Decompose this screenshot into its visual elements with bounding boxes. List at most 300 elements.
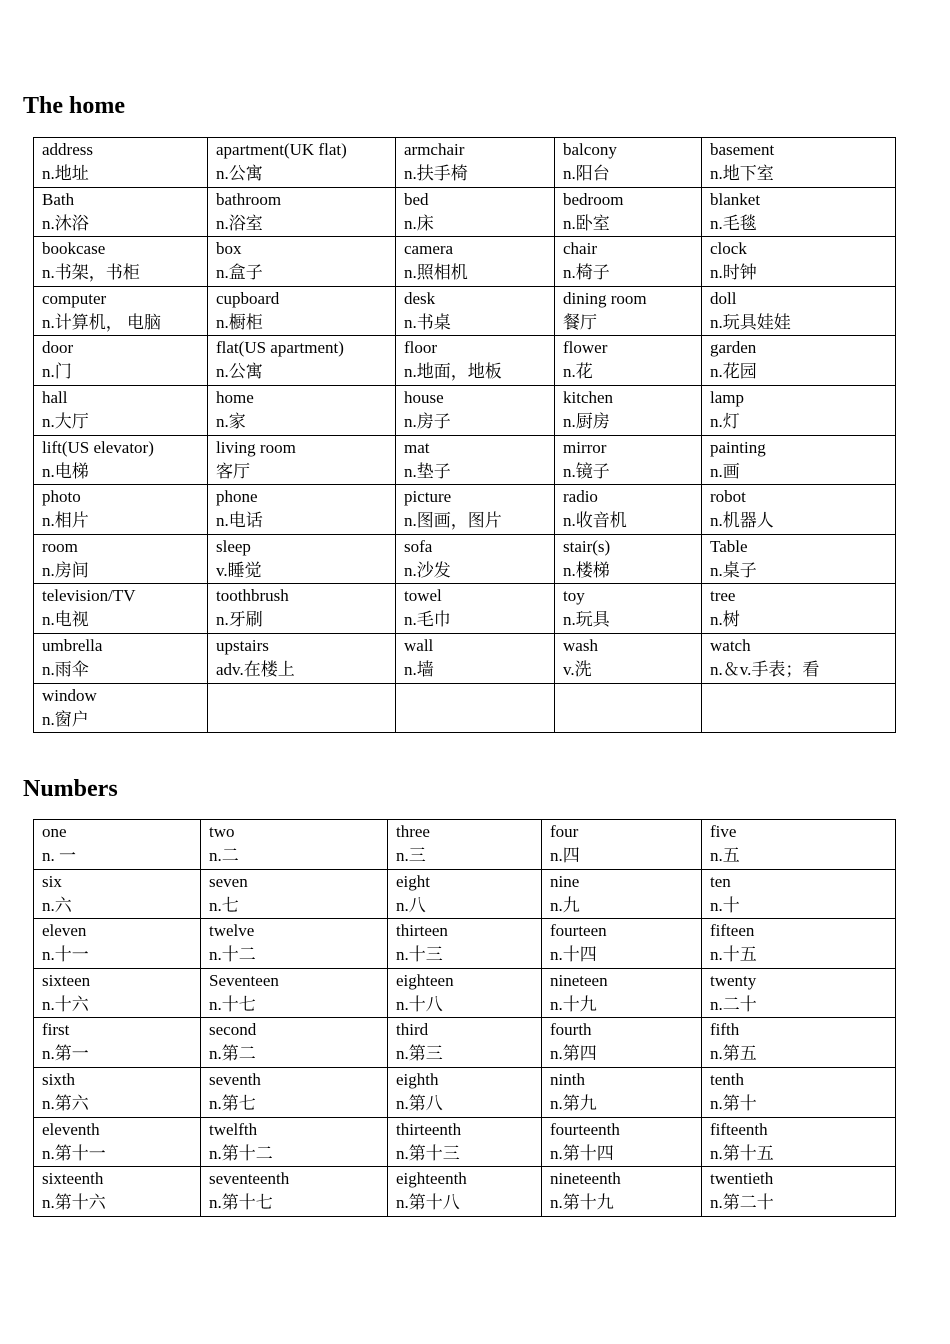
vocab-cell bbox=[702, 584, 896, 634]
vocab-meaning: n.三 bbox=[396, 846, 426, 865]
vocab-word: first bbox=[42, 1020, 70, 1040]
vocab-cell bbox=[396, 633, 555, 683]
vocab-meaning: n.第二 bbox=[209, 1044, 256, 1064]
vocab-meaning: n.电视 bbox=[42, 610, 89, 630]
vocab-meaning: n.灯 bbox=[710, 411, 740, 431]
vocab-word: seventeenth bbox=[209, 1169, 290, 1189]
vocab-meaning: n.十九 bbox=[550, 994, 597, 1014]
vocab-meaning: n.阳台 bbox=[563, 164, 610, 183]
vocab-meaning: n.电梯 bbox=[42, 461, 89, 481]
vocab-meaning: n.图画，图片 bbox=[404, 511, 502, 531]
vocab-meaning: 餐厅 bbox=[563, 312, 597, 332]
vocab-cell bbox=[396, 534, 555, 584]
vocab-word: bookcase bbox=[42, 239, 106, 259]
vocab-word: towel bbox=[404, 586, 442, 606]
vocab-word: one bbox=[42, 822, 67, 841]
vocab-cell bbox=[702, 385, 896, 435]
table-row bbox=[34, 968, 896, 1018]
vocab-word: apartment(UK flat) bbox=[216, 140, 347, 159]
vocab-word: tree bbox=[710, 586, 736, 606]
vocab-meaning: n.窗户 bbox=[42, 709, 89, 729]
vocab-meaning: n.房间 bbox=[42, 560, 89, 580]
vocab-meaning: n.第三 bbox=[396, 1044, 443, 1064]
vocab-meaning: n.十八 bbox=[396, 994, 443, 1014]
vocab-cell bbox=[208, 633, 396, 683]
vocab-meaning: n.十一 bbox=[42, 945, 89, 965]
vocab-word: nine bbox=[550, 871, 580, 891]
vocab-cell bbox=[208, 187, 396, 237]
table-row bbox=[34, 683, 896, 733]
vocab-word: sixteenth bbox=[42, 1169, 104, 1189]
vocab-cell bbox=[34, 968, 201, 1018]
vocab-word: phone bbox=[216, 487, 258, 507]
vocab-meaning: v.洗 bbox=[563, 659, 592, 679]
vocab-meaning: n.橱柜 bbox=[216, 312, 263, 332]
vocab-cell bbox=[396, 485, 555, 535]
vocab-cell bbox=[396, 138, 555, 188]
vocab-meaning: n.四 bbox=[550, 846, 580, 865]
vocab-meaning: n.第十 bbox=[710, 1093, 757, 1113]
vocab-meaning: n.第一 bbox=[42, 1044, 89, 1064]
vocab-word: toothbrush bbox=[216, 586, 289, 606]
vocab-word: two bbox=[209, 822, 235, 841]
vocab-word: window bbox=[42, 685, 97, 705]
vocab-word: seventh bbox=[209, 1069, 261, 1089]
vocab-word: third bbox=[396, 1020, 429, 1040]
vocab-cell bbox=[208, 683, 396, 733]
vocab-word: doll bbox=[710, 288, 737, 308]
vocab-cell bbox=[702, 138, 896, 188]
vocab-meaning: n.雨伞 bbox=[42, 659, 89, 679]
vocab-word: thirteenth bbox=[396, 1119, 462, 1139]
vocab-cell bbox=[208, 138, 396, 188]
vocab-word: second bbox=[209, 1020, 257, 1040]
vocab-word: armchair bbox=[404, 140, 465, 159]
vocab-word: floor bbox=[404, 338, 438, 358]
vocab-meaning: n.公寓 bbox=[216, 362, 263, 382]
vocab-meaning: n.扶手椅 bbox=[404, 164, 468, 183]
vocab-meaning: n.镜子 bbox=[563, 461, 610, 481]
vocab-word: bathroom bbox=[216, 189, 282, 209]
vocab-word: living room bbox=[216, 437, 296, 457]
vocab-word: box bbox=[216, 239, 242, 259]
vocab-cell bbox=[388, 1117, 542, 1167]
vocab-meaning: n.沙发 bbox=[404, 560, 451, 580]
vocab-meaning: n.十六 bbox=[42, 994, 89, 1014]
numbers-vocab-table bbox=[33, 819, 896, 1217]
vocab-meaning: n.家 bbox=[216, 411, 246, 431]
vocab-cell bbox=[702, 968, 896, 1018]
vocab-cell bbox=[34, 869, 201, 919]
vocab-word: Bath bbox=[42, 189, 75, 209]
vocab-meaning: n.五 bbox=[710, 846, 740, 865]
vocab-word: eleven bbox=[42, 921, 87, 941]
table-row bbox=[34, 385, 896, 435]
table-row bbox=[34, 869, 896, 919]
vocab-meaning: n.楼梯 bbox=[563, 560, 610, 580]
vocab-word: chair bbox=[563, 239, 597, 259]
table-row bbox=[34, 237, 896, 287]
vocab-meaning: n.第十四 bbox=[550, 1143, 614, 1163]
vocab-meaning: n.书桌 bbox=[404, 312, 451, 332]
vocab-cell bbox=[555, 584, 702, 634]
vocab-word: picture bbox=[404, 487, 452, 507]
vocab-cell bbox=[702, 336, 896, 386]
vocab-cell bbox=[396, 683, 555, 733]
vocab-word: fifth bbox=[710, 1020, 740, 1040]
vocab-cell bbox=[201, 919, 388, 969]
vocab-word: stair(s) bbox=[563, 536, 611, 556]
table-row bbox=[34, 1167, 896, 1217]
vocab-word: room bbox=[42, 536, 78, 556]
vocab-word: eleventh bbox=[42, 1119, 100, 1139]
vocab-cell bbox=[34, 485, 208, 535]
vocab-cell bbox=[34, 534, 208, 584]
vocab-cell bbox=[388, 869, 542, 919]
vocab-meaning: n.牙刷 bbox=[216, 610, 263, 630]
vocab-word: flat(US apartment) bbox=[216, 338, 344, 358]
table-row bbox=[34, 633, 896, 683]
vocab-cell bbox=[555, 336, 702, 386]
vocab-meaning: n.第十五 bbox=[710, 1143, 774, 1163]
vocab-cell bbox=[396, 385, 555, 435]
table-row bbox=[34, 138, 896, 188]
vocab-word: garden bbox=[710, 338, 757, 358]
vocab-cell bbox=[396, 584, 555, 634]
vocab-word: five bbox=[710, 822, 737, 841]
vocab-word: eight bbox=[396, 871, 430, 891]
vocab-word: tenth bbox=[710, 1069, 744, 1089]
vocab-word: ninth bbox=[550, 1069, 585, 1089]
table-row bbox=[34, 1117, 896, 1167]
vocab-cell bbox=[34, 1067, 201, 1117]
vocab-cell bbox=[555, 385, 702, 435]
vocab-cell bbox=[208, 435, 396, 485]
table-row bbox=[34, 435, 896, 485]
vocab-cell bbox=[34, 683, 208, 733]
vocab-meaning: n.收音机 bbox=[563, 511, 627, 531]
vocab-cell bbox=[555, 485, 702, 535]
vocab-word: fourth bbox=[550, 1020, 592, 1040]
vocab-cell bbox=[396, 435, 555, 485]
vocab-cell bbox=[34, 584, 208, 634]
table-row bbox=[34, 336, 896, 386]
vocab-cell bbox=[542, 820, 702, 870]
vocab-meaning: n.第九 bbox=[550, 1093, 597, 1113]
vocab-cell bbox=[201, 1067, 388, 1117]
vocab-meaning: n.六 bbox=[42, 895, 72, 915]
vocab-meaning: n.沐浴 bbox=[42, 213, 89, 233]
vocab-word: home bbox=[216, 387, 254, 407]
vocab-word: thirteen bbox=[396, 921, 448, 941]
vocab-cell bbox=[542, 1067, 702, 1117]
vocab-cell bbox=[208, 534, 396, 584]
vocab-meaning: n.十 bbox=[710, 895, 740, 915]
table-row bbox=[34, 584, 896, 634]
vocab-cell bbox=[34, 385, 208, 435]
vocab-cell bbox=[34, 820, 201, 870]
vocab-word: door bbox=[42, 338, 74, 358]
vocab-cell bbox=[542, 1018, 702, 1068]
vocab-cell bbox=[388, 1018, 542, 1068]
vocab-word: sixteen bbox=[42, 970, 91, 990]
vocab-meaning: n.地址 bbox=[42, 164, 89, 183]
vocab-word: dining room bbox=[563, 288, 647, 308]
vocab-word: address bbox=[42, 140, 93, 159]
vocab-cell bbox=[34, 286, 208, 336]
vocab-meaning: n.第十二 bbox=[209, 1143, 273, 1163]
vocab-cell bbox=[34, 336, 208, 386]
vocab-cell bbox=[201, 1018, 388, 1068]
vocab-cell bbox=[555, 138, 702, 188]
vocab-cell bbox=[555, 286, 702, 336]
vocab-cell bbox=[201, 968, 388, 1018]
vocab-meaning: n.书架，书柜 bbox=[42, 263, 140, 283]
vocab-cell bbox=[208, 385, 396, 435]
vocab-cell bbox=[208, 584, 396, 634]
vocab-meaning: n.门 bbox=[42, 362, 72, 382]
vocab-word: sofa bbox=[404, 536, 433, 556]
vocab-word: three bbox=[396, 822, 430, 841]
vocab-word: Table bbox=[710, 536, 748, 556]
vocab-cell bbox=[208, 286, 396, 336]
table-row bbox=[34, 1067, 896, 1117]
vocab-word: seven bbox=[209, 871, 248, 891]
vocab-cell bbox=[388, 820, 542, 870]
vocab-word: balcony bbox=[563, 140, 617, 159]
vocab-meaning: n.七 bbox=[209, 895, 239, 915]
vocab-meaning: n.第八 bbox=[396, 1093, 443, 1113]
vocab-word: fifteen bbox=[710, 921, 755, 941]
table-row bbox=[34, 820, 896, 870]
vocab-word: mat bbox=[404, 437, 430, 457]
vocab-meaning: n. 一 bbox=[42, 846, 76, 865]
vocab-meaning: n.床 bbox=[404, 213, 434, 233]
vocab-cell bbox=[702, 633, 896, 683]
vocab-meaning: n.公寓 bbox=[216, 164, 263, 183]
section-title-numbers: Numbers bbox=[23, 776, 118, 802]
vocab-meaning: 客厅 bbox=[216, 461, 250, 481]
vocab-word: blanket bbox=[710, 189, 761, 209]
vocab-meaning: n.照相机 bbox=[404, 263, 468, 283]
vocab-cell bbox=[201, 1117, 388, 1167]
vocab-cell bbox=[702, 435, 896, 485]
vocab-cell bbox=[702, 683, 896, 733]
vocab-cell bbox=[542, 968, 702, 1018]
vocab-meaning: n.地面，地板 bbox=[404, 362, 502, 382]
vocab-cell bbox=[388, 1067, 542, 1117]
vocab-word: ten bbox=[710, 871, 731, 891]
vocab-meaning: n.大厅 bbox=[42, 411, 89, 431]
vocab-word: hall bbox=[42, 387, 68, 407]
vocab-cell bbox=[34, 633, 208, 683]
vocab-word: radio bbox=[563, 487, 598, 507]
vocab-word: camera bbox=[404, 239, 454, 259]
vocab-word: twelve bbox=[209, 921, 255, 941]
table-row bbox=[34, 286, 896, 336]
vocab-meaning: n.第五 bbox=[710, 1044, 757, 1064]
vocab-cell bbox=[34, 1018, 201, 1068]
vocab-cell bbox=[388, 1167, 542, 1217]
table-row bbox=[34, 534, 896, 584]
table-row bbox=[34, 1018, 896, 1068]
vocab-meaning: n.二 bbox=[209, 846, 239, 865]
vocab-meaning: n.第十八 bbox=[396, 1193, 460, 1213]
vocab-word: wash bbox=[563, 635, 598, 655]
vocab-cell bbox=[34, 187, 208, 237]
vocab-cell bbox=[702, 1067, 896, 1117]
vocab-word: nineteenth bbox=[550, 1169, 621, 1189]
table-row bbox=[34, 485, 896, 535]
vocab-cell bbox=[702, 919, 896, 969]
vocab-cell bbox=[555, 187, 702, 237]
vocab-cell bbox=[555, 683, 702, 733]
vocab-word: painting bbox=[710, 437, 766, 457]
vocab-cell bbox=[702, 1018, 896, 1068]
vocab-meaning: n.桌子 bbox=[710, 560, 757, 580]
vocab-word: flower bbox=[563, 338, 608, 358]
vocab-word: computer bbox=[42, 288, 107, 308]
vocab-cell bbox=[702, 1167, 896, 1217]
vocab-meaning: n.九 bbox=[550, 895, 580, 915]
vocab-meaning: n.电话 bbox=[216, 511, 263, 531]
vocab-word: sixth bbox=[42, 1069, 76, 1089]
vocab-cell bbox=[34, 919, 201, 969]
vocab-cell bbox=[555, 633, 702, 683]
vocab-cell bbox=[702, 485, 896, 535]
vocab-word: eighth bbox=[396, 1069, 439, 1089]
vocab-meaning: n.第十六 bbox=[42, 1193, 106, 1213]
vocab-meaning: n.玩具娃娃 bbox=[710, 312, 791, 332]
vocab-meaning: n.花园 bbox=[710, 362, 757, 382]
vocab-meaning: n.厨房 bbox=[563, 411, 610, 431]
vocab-word: bed bbox=[404, 189, 429, 209]
vocab-cell bbox=[388, 968, 542, 1018]
vocab-cell bbox=[201, 869, 388, 919]
vocab-word: toy bbox=[563, 586, 585, 606]
vocab-cell bbox=[542, 919, 702, 969]
vocab-meaning: n.卧室 bbox=[563, 213, 610, 233]
vocab-word: house bbox=[404, 387, 444, 407]
vocab-meaning: n.浴室 bbox=[216, 213, 263, 233]
vocab-word: eighteen bbox=[396, 970, 454, 990]
vocab-cell bbox=[34, 237, 208, 287]
vocab-cell bbox=[396, 336, 555, 386]
vocab-cell bbox=[201, 1167, 388, 1217]
vocab-cell bbox=[702, 286, 896, 336]
vocab-meaning: n.计算机， 电脑 bbox=[42, 312, 161, 332]
vocab-meaning: n.第十三 bbox=[396, 1143, 460, 1163]
vocab-meaning: n.地下室 bbox=[710, 164, 774, 183]
vocab-meaning: n.垫子 bbox=[404, 461, 451, 481]
vocab-cell bbox=[702, 820, 896, 870]
vocab-meaning: n.第十九 bbox=[550, 1193, 614, 1213]
vocab-word: fourteenth bbox=[550, 1119, 620, 1139]
section-title-home: The home bbox=[23, 93, 125, 119]
vocab-word: clock bbox=[710, 239, 747, 259]
vocab-word: lift(US elevator) bbox=[42, 437, 154, 457]
vocab-cell bbox=[34, 435, 208, 485]
vocab-word: lamp bbox=[710, 387, 744, 407]
vocab-meaning: n.第十一 bbox=[42, 1143, 106, 1163]
vocab-cell bbox=[555, 237, 702, 287]
vocab-word: mirror bbox=[563, 437, 607, 457]
vocab-cell bbox=[34, 1117, 201, 1167]
vocab-meaning: n.机器人 bbox=[710, 511, 774, 531]
vocab-meaning: n.墙 bbox=[404, 659, 434, 679]
vocab-word: twentieth bbox=[710, 1169, 774, 1189]
vocab-meaning: n.房子 bbox=[404, 411, 451, 431]
vocab-word: Seventeen bbox=[209, 970, 279, 990]
vocab-cell bbox=[702, 187, 896, 237]
vocab-meaning: adv.在楼上 bbox=[216, 659, 295, 679]
vocab-meaning: n.花 bbox=[563, 362, 593, 382]
vocab-meaning: n.盒子 bbox=[216, 263, 263, 283]
vocab-cell bbox=[702, 237, 896, 287]
vocab-word: six bbox=[42, 871, 62, 891]
vocab-cell bbox=[34, 1167, 201, 1217]
vocab-meaning: n.八 bbox=[396, 895, 426, 915]
vocab-meaning: n.树 bbox=[710, 610, 740, 630]
vocab-word: photo bbox=[42, 487, 81, 507]
vocab-word: bedroom bbox=[563, 189, 624, 209]
vocab-word: wall bbox=[404, 635, 434, 655]
vocab-cell bbox=[201, 820, 388, 870]
vocab-meaning: n.毛毯 bbox=[710, 213, 757, 233]
vocab-meaning: n.十五 bbox=[710, 945, 757, 965]
vocab-word: desk bbox=[404, 288, 436, 308]
vocab-meaning: n.第七 bbox=[209, 1093, 256, 1113]
vocab-word: upstairs bbox=[216, 635, 269, 655]
vocab-cell bbox=[542, 869, 702, 919]
vocab-meaning: n.玩具 bbox=[563, 610, 610, 630]
vocab-word: television/TV bbox=[42, 586, 136, 606]
vocab-meaning: n.椅子 bbox=[563, 263, 610, 283]
vocab-meaning: n.时钟 bbox=[710, 263, 757, 283]
vocab-meaning: n.第四 bbox=[550, 1044, 597, 1064]
vocab-cell bbox=[208, 336, 396, 386]
table-row bbox=[34, 919, 896, 969]
vocab-meaning: n.十三 bbox=[396, 945, 443, 965]
vocab-cell bbox=[34, 138, 208, 188]
vocab-meaning: n.毛巾 bbox=[404, 610, 451, 630]
vocab-word: fifteenth bbox=[710, 1119, 768, 1139]
vocab-word: umbrella bbox=[42, 635, 103, 655]
vocab-cell bbox=[555, 435, 702, 485]
vocab-meaning: n.第十七 bbox=[209, 1193, 273, 1213]
vocab-word: eighteenth bbox=[396, 1169, 467, 1189]
vocab-word: cupboard bbox=[216, 288, 280, 308]
vocab-meaning: v.睡觉 bbox=[216, 560, 262, 580]
vocab-cell bbox=[396, 286, 555, 336]
vocab-cell bbox=[208, 237, 396, 287]
home-vocab-table bbox=[33, 137, 896, 733]
vocab-word: basement bbox=[710, 140, 775, 159]
vocab-meaning: n.画 bbox=[710, 461, 740, 481]
vocab-word: twelfth bbox=[209, 1119, 258, 1139]
vocab-word: twenty bbox=[710, 970, 757, 990]
vocab-word: four bbox=[550, 822, 579, 841]
vocab-cell bbox=[542, 1117, 702, 1167]
vocab-cell bbox=[396, 187, 555, 237]
vocab-word: kitchen bbox=[563, 387, 614, 407]
vocab-meaning: n.十四 bbox=[550, 945, 597, 965]
vocab-cell bbox=[208, 485, 396, 535]
vocab-cell bbox=[555, 534, 702, 584]
vocab-cell bbox=[388, 919, 542, 969]
vocab-meaning: n.＆v.手表；看 bbox=[710, 659, 820, 679]
vocab-meaning: n.十二 bbox=[209, 945, 256, 965]
